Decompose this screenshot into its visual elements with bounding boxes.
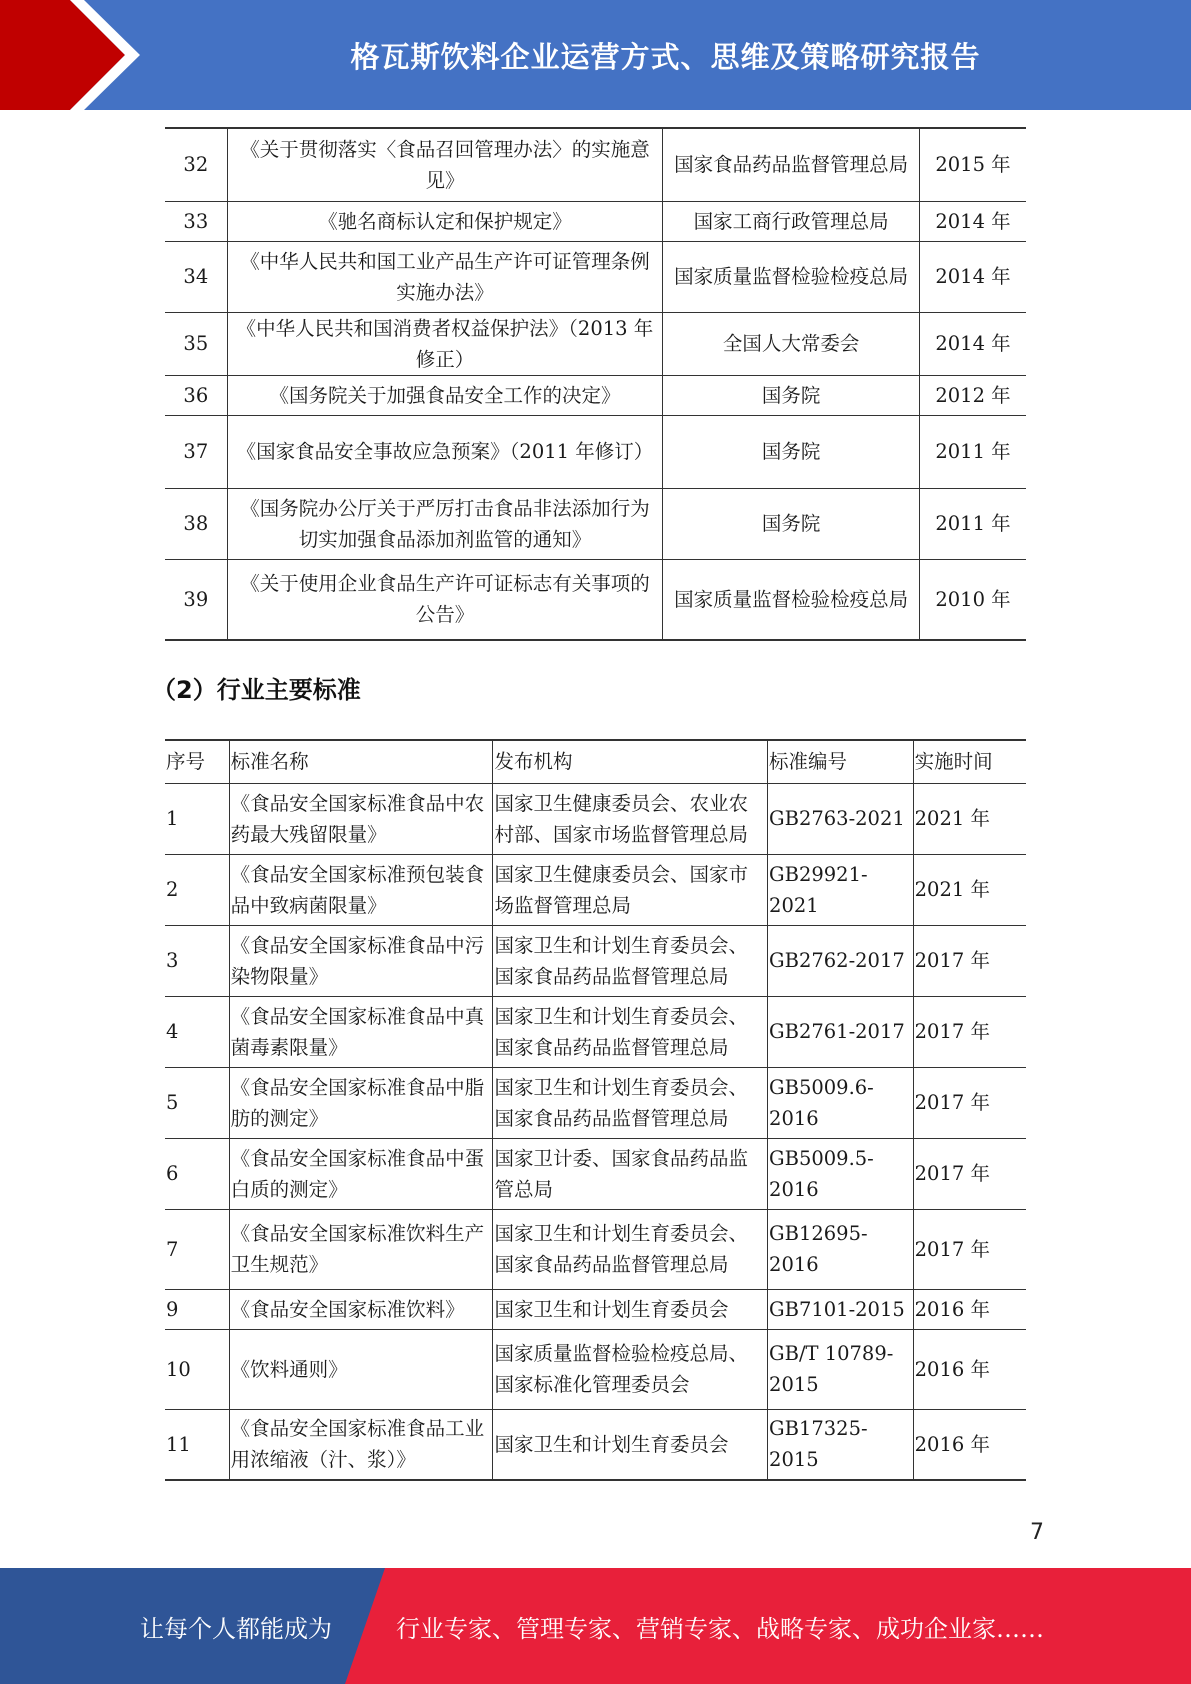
row-number: 33	[165, 201, 227, 241]
effective-year: 2014 年	[920, 312, 1026, 375]
column-header: 标准编号	[768, 740, 914, 783]
row-number: 4	[165, 996, 229, 1067]
standard-code: GB5009.6-2016	[768, 1067, 914, 1138]
standard-name: 《食品安全国家标准饮料》	[229, 1289, 493, 1329]
row-number: 34	[165, 241, 227, 312]
issuing-authority: 国家质量监督检验检疫总局	[663, 559, 920, 640]
effective-year: 2017 年	[913, 1138, 1026, 1209]
row-number: 38	[165, 488, 227, 559]
regulation-name: 《关于贯彻落实〈食品召回管理办法〉的实施意见》	[227, 128, 663, 201]
issuing-authority: 国家卫生和计划生育委员会、国家食品药品监督管理总局	[493, 1209, 768, 1289]
issuing-authority: 国务院	[663, 375, 920, 415]
issuing-authority: 国家卫生和计划生育委员会、国家食品药品监督管理总局	[493, 1067, 768, 1138]
issuing-authority: 国家工商行政管理总局	[663, 201, 920, 241]
standard-code: GB7101-2015	[768, 1289, 914, 1329]
row-number: 36	[165, 375, 227, 415]
standard-name: 《食品安全国家标准食品中蛋白质的测定》	[229, 1138, 493, 1209]
table-row	[165, 1409, 1026, 1480]
standard-name: 《食品安全国家标准食品中脂肪的测定》	[229, 1067, 493, 1138]
row-number: 2	[165, 854, 229, 925]
standard-name: 《食品安全国家标准食品工业用浓缩液（汁、浆）》	[229, 1409, 493, 1480]
effective-year: 2016 年	[913, 1289, 1026, 1329]
table-row	[165, 783, 1026, 854]
row-number: 35	[165, 312, 227, 375]
issuing-authority: 国家质量监督检验检疫总局、国家标准化管理委员会	[493, 1329, 768, 1409]
issuing-authority: 国家卫生和计划生育委员会	[493, 1409, 768, 1480]
page-number: 7	[1030, 1520, 1044, 1545]
effective-year: 2010 年	[920, 559, 1026, 640]
footer-slogan-left: 让每个人都能成为	[140, 1614, 332, 1643]
table-row	[165, 415, 1026, 488]
table-row	[165, 1289, 1026, 1329]
standard-code: GB2761-2017	[768, 996, 914, 1067]
effective-year: 2017 年	[913, 996, 1026, 1067]
table-row	[165, 201, 1026, 241]
standard-code: GB5009.5-2016	[768, 1138, 914, 1209]
standards-table	[165, 739, 1026, 1481]
effective-year: 2014 年	[920, 201, 1026, 241]
table-row	[165, 312, 1026, 375]
table-row	[165, 1067, 1026, 1138]
regulation-name: 《国家食品安全事故应急预案》（2011 年修订）	[227, 415, 663, 488]
issuing-authority: 国务院	[663, 488, 920, 559]
effective-year: 2016 年	[913, 1329, 1026, 1409]
table-row	[165, 854, 1026, 925]
regulation-name: 《国务院办公厅关于严厉打击食品非法添加行为切实加强食品添加剂监管的通知》	[227, 488, 663, 559]
issuing-authority: 国家质量监督检验检疫总局	[663, 241, 920, 312]
effective-year: 2021 年	[913, 854, 1026, 925]
regulation-name: 《国务院关于加强食品安全工作的决定》	[227, 375, 663, 415]
table-row	[165, 925, 1026, 996]
issuing-authority: 国家卫生和计划生育委员会	[493, 1289, 768, 1329]
effective-year: 2016 年	[913, 1409, 1026, 1480]
standard-name: 《饮料通则》	[229, 1329, 493, 1409]
effective-year: 2017 年	[913, 1067, 1026, 1138]
table-row	[165, 128, 1026, 201]
row-number: 37	[165, 415, 227, 488]
table-row	[165, 996, 1026, 1067]
effective-year: 2011 年	[920, 488, 1026, 559]
row-number: 6	[165, 1138, 229, 1209]
effective-year: 2015 年	[920, 128, 1026, 201]
issuing-authority: 国家卫计委、国家食品药品监管总局	[493, 1138, 768, 1209]
column-header: 发布机构	[493, 740, 768, 783]
standard-name: 《食品安全国家标准食品中真菌毒素限量》	[229, 996, 493, 1067]
row-number: 1	[165, 783, 229, 854]
row-number: 11	[165, 1409, 229, 1480]
table-row	[165, 1329, 1026, 1409]
standard-name: 《食品安全国家标准食品中污染物限量》	[229, 925, 493, 996]
row-number: 39	[165, 559, 227, 640]
table-row	[165, 1209, 1026, 1289]
section-heading: （2）行业主要标准	[152, 676, 361, 704]
standard-name: 《食品安全国家标准饮料生产卫生规范》	[229, 1209, 493, 1289]
issuing-authority: 国家食品药品监督管理总局	[663, 128, 920, 201]
row-number: 32	[165, 128, 227, 201]
table-row	[165, 375, 1026, 415]
standard-code: GB17325-2015	[768, 1409, 914, 1480]
standard-code: GB2763-2021	[768, 783, 914, 854]
row-number: 10	[165, 1329, 229, 1409]
effective-year: 2011 年	[920, 415, 1026, 488]
row-number: 3	[165, 925, 229, 996]
report-title: 格瓦斯饮料企业运营方式、思维及策略研究报告	[350, 39, 981, 74]
red-arrow-icon	[0, 0, 160, 110]
table-row	[165, 559, 1026, 640]
table-header-row	[165, 740, 1026, 783]
footer-slogan-right: 行业专家、管理专家、营销专家、战略专家、成功企业家……	[396, 1614, 1044, 1643]
row-number: 5	[165, 1067, 229, 1138]
regulation-name: 《驰名商标认定和保护规定》	[227, 201, 663, 241]
regulations-table	[165, 127, 1026, 641]
regulation-name: 《关于使用企业食品生产许可证标志有关事项的公告》	[227, 559, 663, 640]
standard-code: GB29921-2021	[768, 854, 914, 925]
standard-code: GB12695-2016	[768, 1209, 914, 1289]
row-number: 9	[165, 1289, 229, 1329]
issuing-authority: 国家卫生健康委员会、国家市场监督管理总局	[493, 854, 768, 925]
regulation-name: 《中华人民共和国消费者权益保护法》（2013 年修正）	[227, 312, 663, 375]
standard-code: GB2762-2017	[768, 925, 914, 996]
page-footer	[0, 1568, 1191, 1684]
issuing-authority: 全国人大常委会	[663, 312, 920, 375]
row-number: 7	[165, 1209, 229, 1289]
issuing-authority: 国家卫生和计划生育委员会、国家食品药品监督管理总局	[493, 925, 768, 996]
table-row	[165, 241, 1026, 312]
table-row	[165, 1138, 1026, 1209]
effective-year: 2017 年	[913, 1209, 1026, 1289]
issuing-authority: 国家卫生和计划生育委员会、国家食品药品监督管理总局	[493, 996, 768, 1067]
column-header: 序号	[165, 740, 229, 783]
effective-year: 2017 年	[913, 925, 1026, 996]
effective-year: 2021 年	[913, 783, 1026, 854]
table-row	[165, 488, 1026, 559]
issuing-authority: 国务院	[663, 415, 920, 488]
standard-name: 《食品安全国家标准预包装食品中致病菌限量》	[229, 854, 493, 925]
column-header: 实施时间	[913, 740, 1026, 783]
effective-year: 2014 年	[920, 241, 1026, 312]
effective-year: 2012 年	[920, 375, 1026, 415]
issuing-authority: 国家卫生健康委员会、农业农村部、国家市场监督管理总局	[493, 783, 768, 854]
regulation-name: 《中华人民共和国工业产品生产许可证管理条例实施办法》	[227, 241, 663, 312]
standard-name: 《食品安全国家标准食品中农药最大残留限量》	[229, 783, 493, 854]
page-header	[0, 0, 1191, 110]
column-header: 标准名称	[229, 740, 493, 783]
standard-code: GB/T 10789-2015	[768, 1329, 914, 1409]
